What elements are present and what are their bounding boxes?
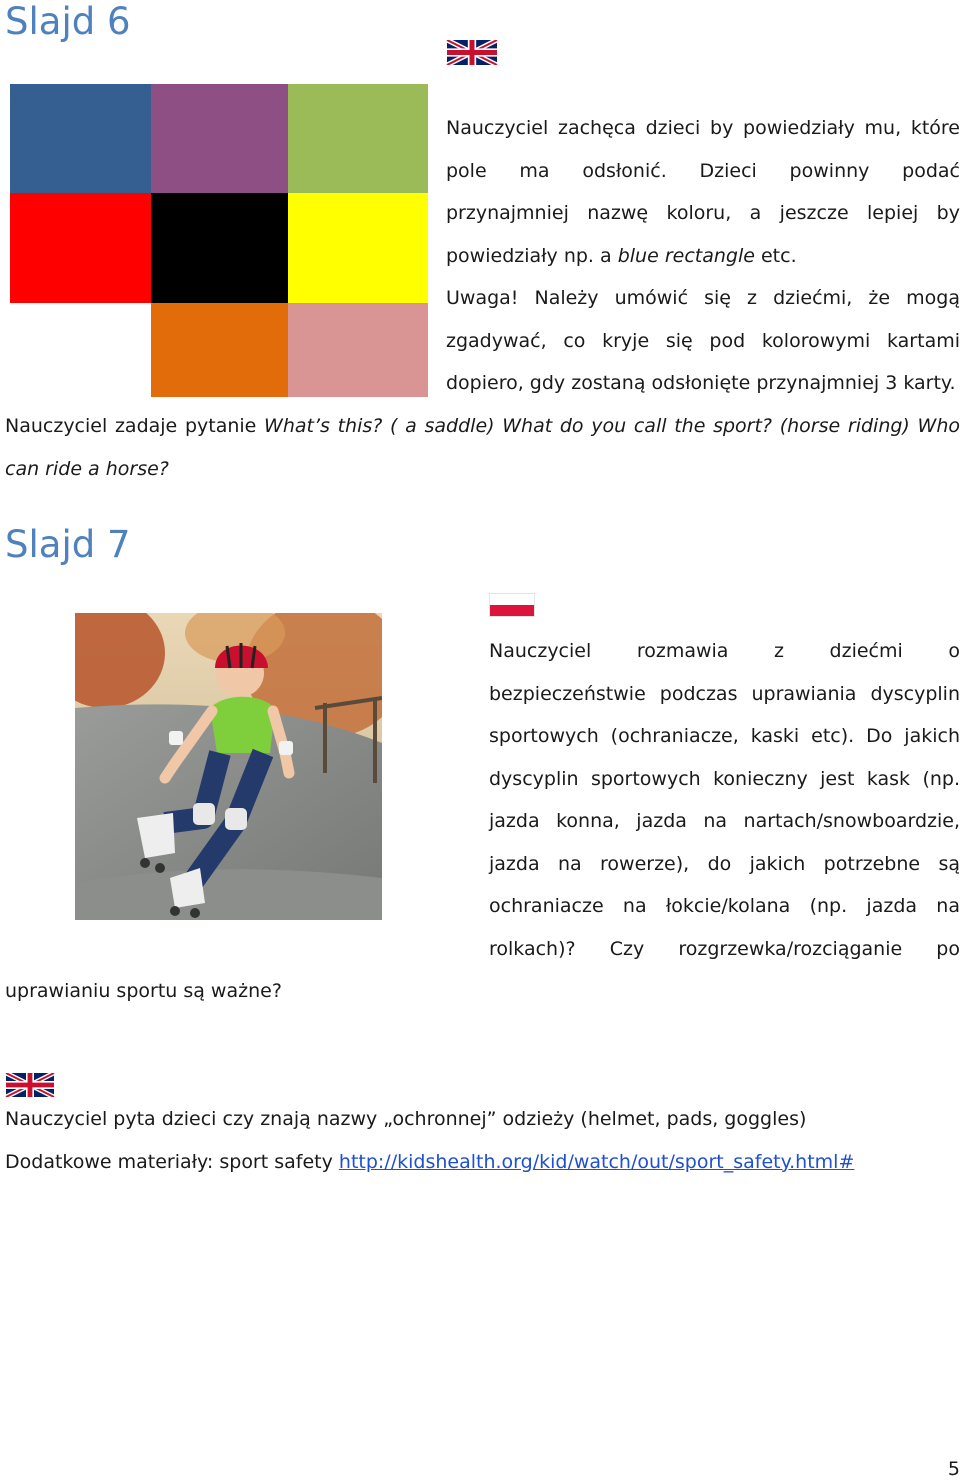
text-line: zgadywać, co kryje się pod kolorowymi kartami <box>446 329 960 352</box>
sport-safety-link[interactable]: http://kidshealth.org/kid/watch/out/sport_safety.html# <box>338 1150 855 1173</box>
text-line: Dodatkowe materiały: sport safety http://kidshealth.org/kid/watch/out/sport_safety.html# <box>5 1150 855 1173</box>
page-number: 5 <box>947 1458 960 1480</box>
color-card-orange[interactable] <box>151 303 288 397</box>
text-line: ochraniacze na łokcie/kolana (np. jazda na <box>489 895 960 917</box>
uk-flag-icon <box>446 40 498 65</box>
slide7-instructions-continued: uprawianiu sportu są ważne? <box>5 980 282 1002</box>
color-card-purple[interactable] <box>151 84 288 193</box>
text-line: przynajmniej nazwę koloru, a jeszcze lepiej by <box>446 202 960 224</box>
color-card-black[interactable] <box>151 193 288 303</box>
text-line: jazda konna, jazda na nartach/snowboardzie, <box>489 810 960 832</box>
text-line: bezpieczeństwie podczas uprawiania dyscyplin <box>489 682 960 705</box>
color-card-pink[interactable] <box>288 303 428 397</box>
slide6-heading: Slajd 6 <box>5 0 131 43</box>
polish-flag-icon <box>489 593 535 617</box>
text-line: dyscyplin sportowych konieczny jest kask (np. <box>489 767 960 790</box>
text-line: jazda na rowerze), do jakich potrzebne są <box>489 852 960 875</box>
slide7-instructions <box>489 630 960 970</box>
color-card-yellow[interactable] <box>288 193 428 303</box>
color-card-green[interactable] <box>288 84 428 193</box>
color-card-grid <box>10 84 428 397</box>
text-line: pole ma odsłonić. Dzieci powinny podać <box>446 159 960 182</box>
slide6-question: Nauczyciel zadaje pytanie What’s this? ( a saddle) What do you call the sport? (horse riding) Who can ride a horse? <box>5 415 960 480</box>
color-card-red[interactable] <box>10 193 151 303</box>
uk-flag-icon <box>5 1073 55 1097</box>
text-line: Nauczyciel pyta dzieci czy znają nazwy „ochronnej” odzieży (helmet, pads, goggles) <box>5 1108 807 1130</box>
text-line: dopiero, gdy zostaną odsłonięte przynajmniej 3 karty. <box>446 372 956 394</box>
text-line: Uwaga! Należy umówić się z dziećmi, że mogą <box>446 287 960 309</box>
text-line: powiedziały np. a blue rectangle etc. <box>446 244 797 267</box>
inline-skating-child-photo <box>75 613 382 920</box>
color-card-blue[interactable] <box>10 84 151 193</box>
slide7-heading: Slajd 7 <box>5 523 131 566</box>
text-line: sportowych (ochraniacze, kaski etc). Do jakich <box>489 725 960 747</box>
text-line: rolkach)? Czy rozgrzewka/rozciąganie po <box>489 937 960 960</box>
slide7-english-notes <box>5 1098 960 1183</box>
text-line: Nauczyciel zachęca dzieci by powiedziały mu, które <box>446 117 960 139</box>
text-line: Nauczyciel rozmawia z dziećmi o <box>489 640 960 662</box>
slide6-instructions <box>446 107 960 405</box>
